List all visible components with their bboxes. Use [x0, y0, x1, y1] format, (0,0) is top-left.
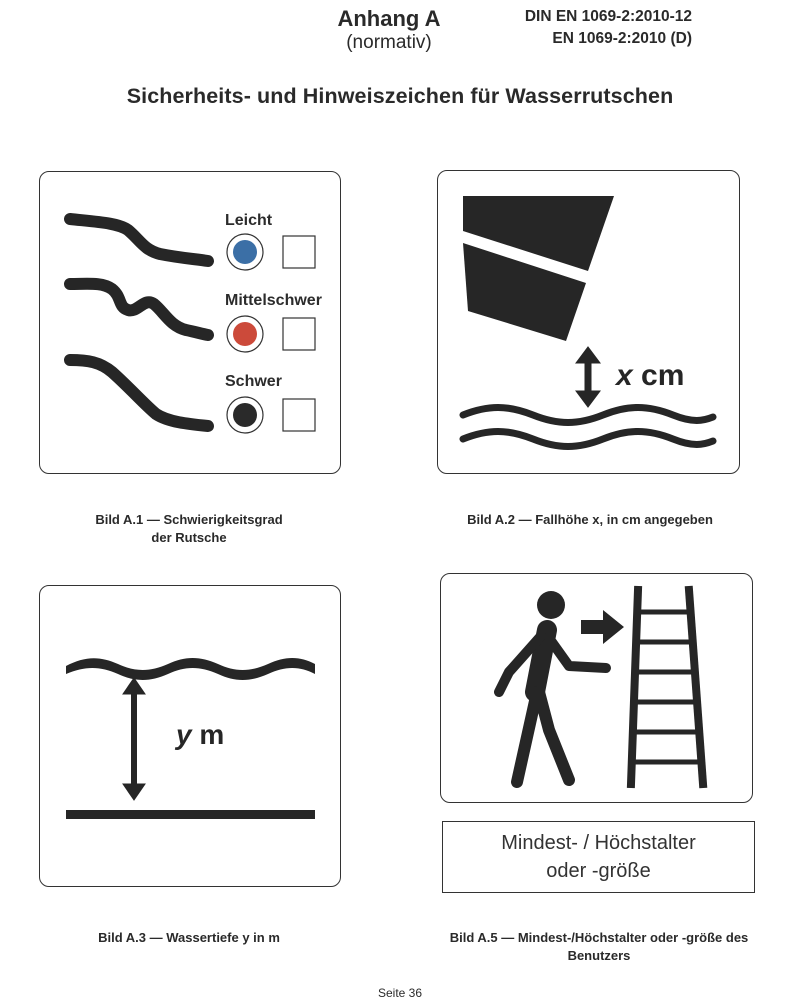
- age-size-label-box: [442, 821, 755, 893]
- checkbox-easy: [283, 236, 315, 268]
- standard-edition: EN 1069-2:2010 (D): [552, 30, 692, 47]
- annex-subtitle: (normativ): [346, 32, 432, 53]
- figure-a1-caption-line2: der Rutsche: [151, 530, 227, 545]
- figure-a1-panel: [39, 171, 341, 474]
- checkbox-medium: [283, 318, 315, 350]
- slide-difficulty-icon: [40, 172, 340, 473]
- dot-medium-icon: [227, 316, 263, 352]
- figure-a1-caption-line1: Bild A.1 — Schwierigkeitsgrad: [95, 512, 283, 527]
- standard-number: DIN EN 1069-2:2010-12: [524, 8, 692, 25]
- level-label-easy: Leicht: [225, 212, 273, 229]
- main-title: Sicherheits- und Hinweiszeichen für Wasserrutschen: [126, 84, 674, 108]
- level-label-medium: Mittelschwer: [225, 292, 322, 309]
- age-size-label-line1: Mindest- / Höchstalter: [501, 832, 696, 854]
- annex-title: Anhang A: [337, 6, 441, 31]
- water-depth-unit: m: [199, 719, 225, 750]
- figure-a1-caption: [39, 511, 339, 547]
- dot-hard-icon: [227, 397, 263, 433]
- fall-height-variable: x: [616, 359, 633, 392]
- figure-a3-panel: [39, 585, 341, 887]
- page-number: Seite 36: [377, 986, 423, 1000]
- figure-a5-caption: [410, 929, 788, 965]
- fall-height-icon: [438, 171, 739, 473]
- person-ladder-icon: [441, 574, 752, 802]
- figure-a5-panel: [440, 573, 753, 803]
- figure-a2-panel: [437, 170, 740, 474]
- figure-a3-caption: Bild A.3 — Wassertiefe y in m: [98, 930, 280, 945]
- fall-height-unit: cm: [641, 359, 685, 392]
- figure-a5-caption-line1: Bild A.5 — Mindest-/Höchstalter oder -größe des: [449, 930, 749, 945]
- water-depth-symbol: [176, 719, 224, 751]
- age-size-label-line2: oder -größe: [546, 860, 651, 882]
- figure-a2-caption: Bild A.2 — Fallhöhe x, in cm angegeben: [467, 512, 713, 527]
- figure-a5-caption-line2: Benutzers: [567, 948, 631, 963]
- water-depth-variable: y: [176, 719, 192, 750]
- dot-easy-icon: [227, 234, 263, 270]
- checkbox-hard: [283, 399, 315, 431]
- level-label-hard: Schwer: [225, 373, 282, 390]
- fall-height-symbol: [616, 359, 684, 393]
